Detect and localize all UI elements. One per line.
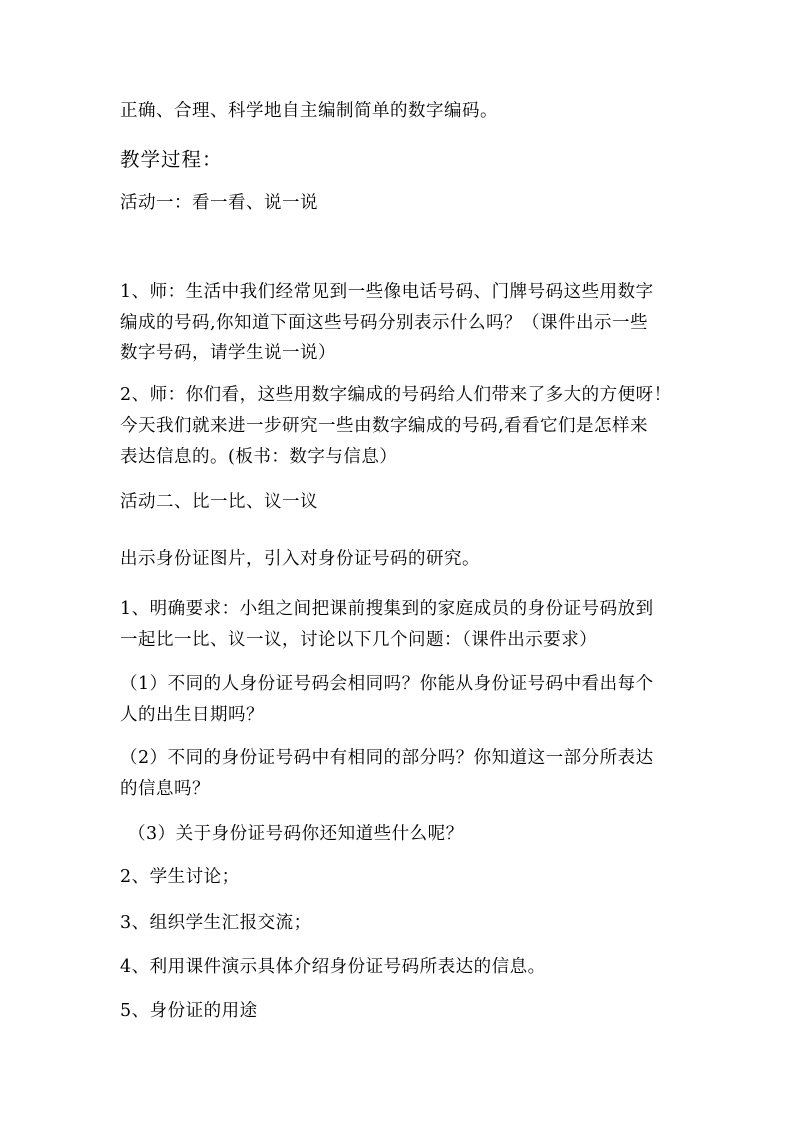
step4: 4、利用课件演示具体介绍身份证号码所表达的信息。 bbox=[120, 957, 546, 977]
question1-line2: 人的出生日期吗？ bbox=[120, 705, 264, 725]
activity1-p1-line1: 1、师：生活中我们经常见到一些像电话号码、门牌号码这些用数字 bbox=[120, 282, 654, 302]
activity1-p2-line1: 2、师：你们看，这些用数字编成的号码给人们带来了多大的方便呀！ bbox=[120, 385, 672, 405]
activity2-title: 活动二、比一比、议一议 bbox=[120, 492, 318, 512]
step5: 5、身份证的用途 bbox=[120, 1001, 258, 1021]
activity2-intro: 出示身份证图片，引入对身份证号码的研究。 bbox=[120, 549, 480, 569]
question3: （3）关于身份证号码你还知道些什么呢？ bbox=[128, 824, 464, 844]
activity2-req-line2: 一起比一比、议一议，讨论以下几个问题：（课件出示要求） bbox=[120, 630, 598, 650]
section-title: 教学过程： bbox=[120, 148, 223, 171]
activity1-p1-line2: 编成的号码,你知道下面这些号码分别表示什么吗？（课件出示一些 bbox=[120, 313, 649, 333]
activity2-req-line1: 1、明确要求：小组之间把课前搜集到的家庭成员的身份证号码放到 bbox=[120, 599, 654, 619]
question1-line1: （1）不同的人身份证号码会相同吗？你能从身份证号码中看出每个 bbox=[120, 674, 654, 694]
question2-line2: 的信息吗？ bbox=[120, 779, 210, 799]
question2-line1: （2）不同的身份证号码中有相同的部分吗？你知道这一部分所表达 bbox=[120, 748, 654, 768]
step2: 2、学生讨论； bbox=[120, 867, 240, 887]
objective-line: 正确、合理、科学地自主编制简单的数字编码。 bbox=[120, 101, 498, 121]
activity1-p2-line2: 今天我们就来进一步研究一些由数字编成的号码,看看它们是怎样来 bbox=[120, 416, 649, 436]
activity1-p1-line3: 数字号码，请学生说一说） bbox=[120, 343, 336, 363]
activity1-title: 活动一：看一看、说一说 bbox=[120, 193, 318, 213]
step3: 3、组织学生汇报交流； bbox=[120, 913, 312, 933]
activity1-p2-line3: 表达信息的。(板书：数字与信息） bbox=[120, 447, 398, 467]
